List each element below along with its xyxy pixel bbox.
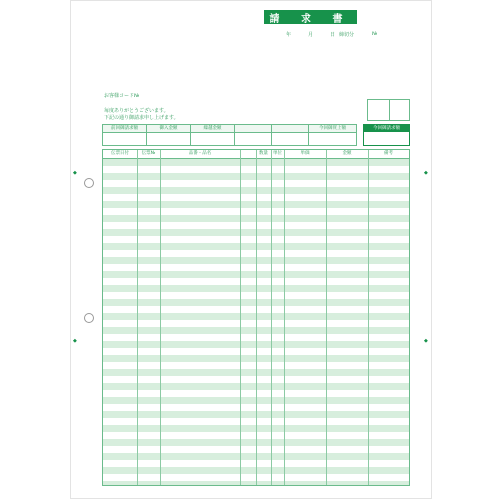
col-header-amount: 金額 [342,151,352,156]
summary-col-divider [271,125,272,145]
col-header-item: 品番・品名 [188,151,212,156]
margin-mark-right-bottom: ◆ [424,338,428,344]
year-label: 年 [286,32,292,38]
column-divider [137,150,138,485]
column-divider [256,150,257,485]
bill-amount-box [363,124,410,146]
col-header-notes: 備考 [384,151,393,156]
col-header-date: 伝票日付 [111,151,129,156]
column-divider [160,150,161,485]
customer-code-label: お客様コード№ [104,93,140,99]
summary-header-previous: 前回御請求額 [111,126,138,131]
punch-hole-top [84,178,94,188]
summary-header-purchase: 今回御買上額 [319,126,346,131]
column-divider [284,150,285,485]
month-label: 月 [308,32,314,38]
punch-hole-bottom [84,313,94,323]
col-header-unit-price: 単価 [300,151,310,156]
column-divider [240,150,241,485]
col-header-unit: 単位 [273,151,282,156]
summary-header-carryover: 繰越金額 [203,126,222,131]
greeting-line-2: 下記の通り御請求申し上げます。 [104,115,179,121]
col-header-slip-no: 伝票№ [141,151,156,156]
greeting-line-1: 毎度ありがとうございます。 [104,108,169,114]
column-divider [271,150,272,485]
stamp-divider [389,100,390,120]
closing-label: 締切分 [339,32,355,38]
bill-amount-label: 今回御請求額 [364,125,409,132]
margin-mark-right-top: ◆ [424,170,428,176]
margin-mark-left-top: ◆ [73,170,77,176]
stamp-box [367,99,410,121]
invoice-title: 請 求 書 [264,10,357,24]
col-header-quantity: 数量 [259,151,268,156]
line-items-table [102,149,410,486]
number-label: № [372,31,378,37]
summary-header-payment: 御入金額 [159,126,178,131]
day-label: 日 [330,32,336,38]
margin-mark-left-bottom: ◆ [73,338,77,344]
column-divider [326,150,327,485]
date-line [286,31,381,39]
summary-col-divider [234,125,235,145]
summary-table [102,124,357,146]
column-divider [368,150,369,485]
